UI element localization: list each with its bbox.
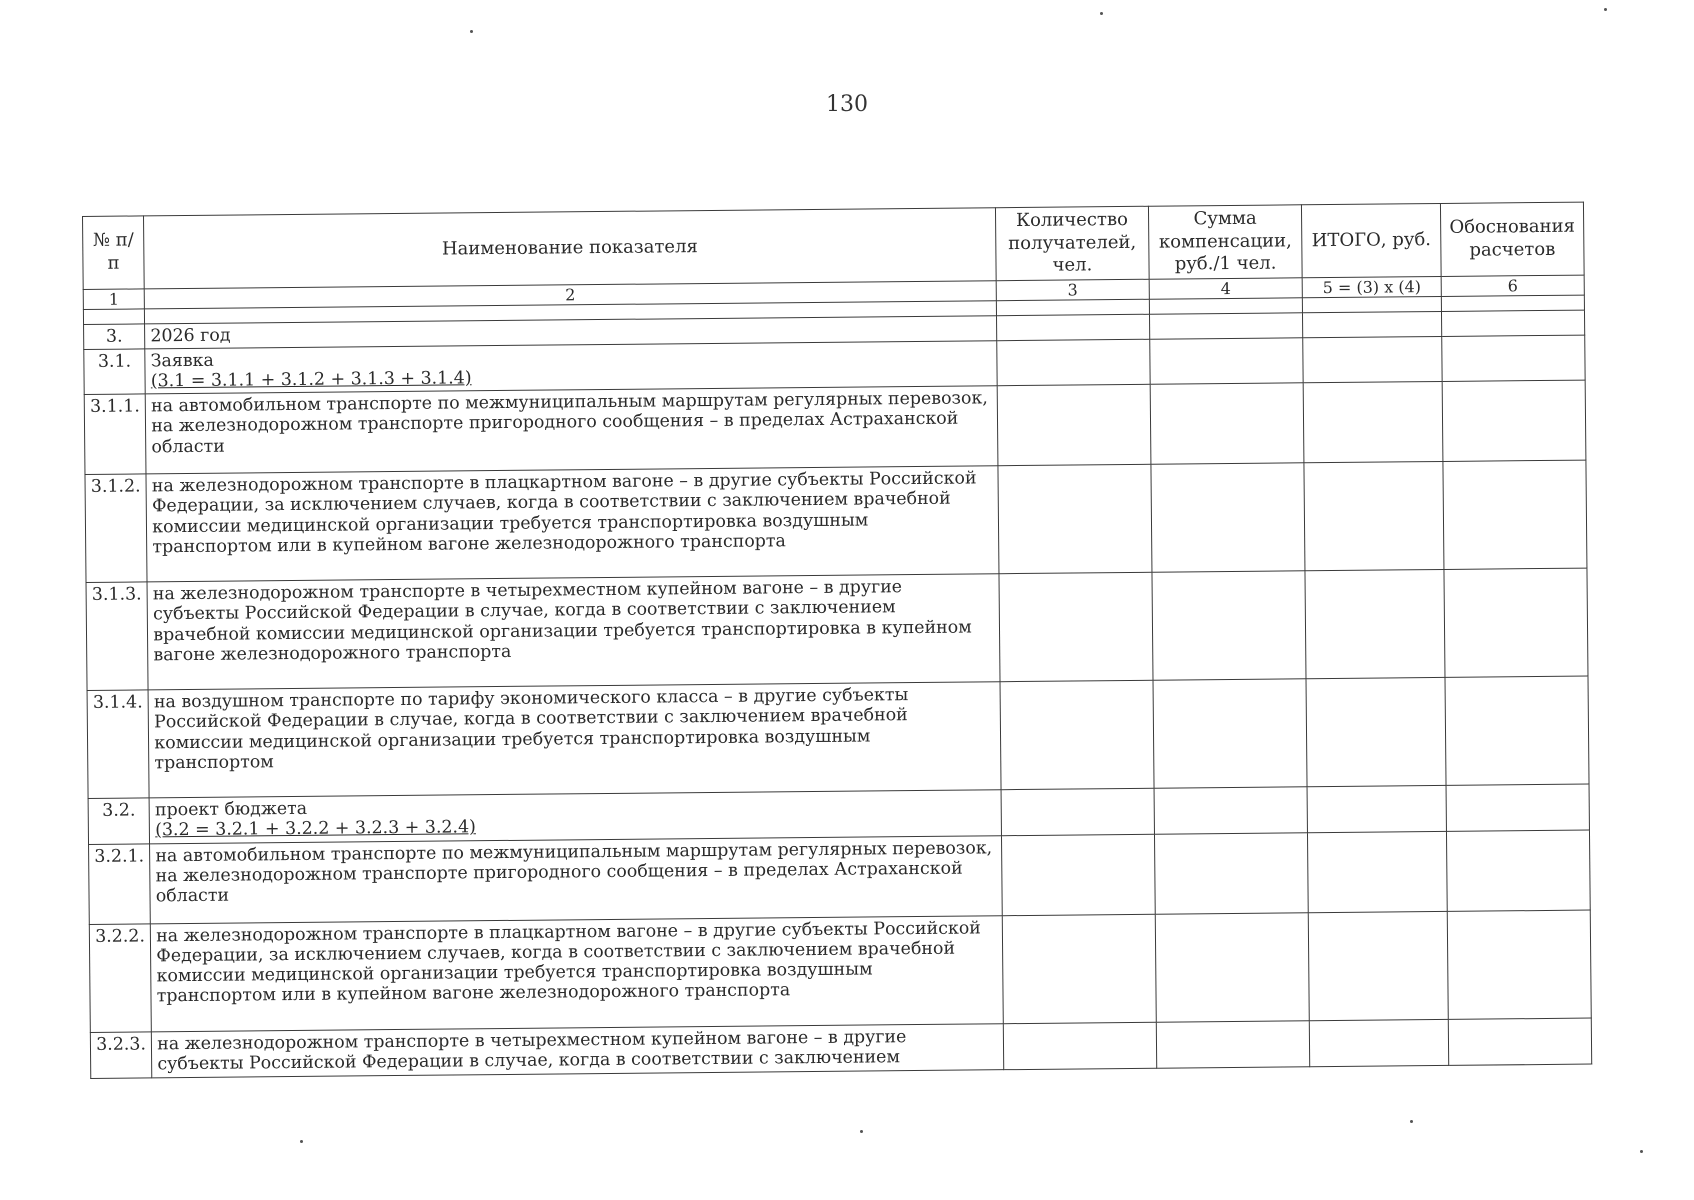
value-cell xyxy=(1307,786,1446,833)
row-number: 3.1.2. xyxy=(85,474,147,583)
blank-cell xyxy=(83,309,144,325)
row-name-cell xyxy=(148,682,1001,798)
value-cell xyxy=(1003,1022,1157,1069)
page-number: 130 xyxy=(826,92,868,117)
value-cell xyxy=(998,465,1152,574)
value-cell xyxy=(997,385,1151,466)
row-number: 3.2. xyxy=(88,798,150,844)
value-cell xyxy=(1442,335,1585,382)
row-name-cell xyxy=(150,835,1002,923)
row-number: 3.1.3. xyxy=(86,582,148,691)
row-number: 3.1.1. xyxy=(84,394,146,475)
row-name: на автомобильном транспорте по межмуниципальным маршрутам регулярных перевозок, на железнодорожном транспорте пригородного сообщения – в пределах Астраханской области xyxy=(150,388,988,457)
value-cell xyxy=(1001,834,1155,915)
value-cell xyxy=(996,314,1149,341)
table-row xyxy=(87,676,1589,798)
scan-speck xyxy=(300,1140,303,1143)
value-cell xyxy=(1154,787,1308,834)
row-number: 3.2.2. xyxy=(89,923,151,1032)
header-name: Наименование показателя xyxy=(144,208,996,289)
value-cell xyxy=(1000,680,1154,789)
value-cell xyxy=(1304,462,1444,571)
header-qty: Количество получателей, чел. xyxy=(995,206,1149,280)
row-name-cell xyxy=(151,915,1004,1031)
row-name-cell xyxy=(147,574,1000,690)
row-name: Заявка xyxy=(150,350,214,372)
value-cell xyxy=(1002,914,1156,1023)
value-cell xyxy=(1308,911,1448,1020)
value-cell xyxy=(1303,336,1442,383)
row-number: 3.1.4. xyxy=(87,690,149,799)
value-cell xyxy=(1442,380,1586,461)
value-cell xyxy=(1305,570,1445,679)
value-cell xyxy=(1306,678,1446,787)
column-index: 3 xyxy=(996,279,1149,301)
scan-speck xyxy=(1410,1120,1413,1123)
row-name: на железнодорожном транспорте в плацкартном вагоне – в другие субъекты Российской Федерации, за исключением случаев, когда в соответствии с заключением врачебной комиссии медицинской организации требуется транспортировка воздушным транспортом или в купейном вагоне железнодорожного транспорта xyxy=(151,468,977,558)
blank-cell xyxy=(1149,297,1302,313)
table-row xyxy=(86,568,1588,690)
scan-speck xyxy=(860,1130,863,1133)
table-row xyxy=(84,380,1586,474)
row-name-cell xyxy=(145,386,997,474)
header-no: № п/п xyxy=(83,216,145,289)
value-cell xyxy=(1303,311,1442,338)
scan-speck xyxy=(1640,1150,1643,1153)
value-cell xyxy=(1150,383,1304,464)
value-cell xyxy=(1001,788,1155,835)
value-cell xyxy=(1448,1018,1591,1065)
value-cell xyxy=(1156,1020,1310,1067)
value-cell xyxy=(1152,571,1306,680)
row-number: 3.2.1. xyxy=(89,844,151,925)
value-cell xyxy=(1151,463,1305,572)
value-cell xyxy=(1153,679,1307,788)
blank-cell xyxy=(1441,295,1584,311)
header-sum: Сумма компенсации, руб./1 чел. xyxy=(1148,205,1302,279)
table-row xyxy=(85,460,1587,582)
row-name: проект бюджета xyxy=(154,799,308,821)
row-name: на железнодорожном транспорте в четырехместном купейном вагоне – в другие субъекты Российской Федерации в случае, когда в соответствии с заключением xyxy=(157,1026,907,1075)
row-name-cell xyxy=(145,341,997,395)
column-index: 2 xyxy=(144,280,996,308)
scan-speck xyxy=(470,30,473,33)
row-name: на воздушном транспорте по тарифу экономического класса – в другие субъекты Российской Федерации в случае, когда в соответствии с заключением врачебной комиссии медицинской организации требуется транспортировка воздушным транспортом xyxy=(153,685,909,774)
indicator-table xyxy=(82,202,1592,1079)
row-name: на железнодорожном транспорте в плацкартном вагоне – в другие субъекты Российской Федерации, за исключением случаев, когда в соответствии с заключением врачебной комиссии медицинской организации требуется транспортировка воздушным транспортом или в купейном вагоне железнодорожного транспорта xyxy=(156,918,981,1007)
row-name-cell xyxy=(149,790,1001,844)
value-cell xyxy=(1443,460,1587,569)
value-cell xyxy=(1446,830,1590,911)
value-cell xyxy=(1150,338,1304,385)
value-cell xyxy=(1446,784,1589,831)
value-cell xyxy=(1149,312,1302,339)
row-number: 3. xyxy=(84,324,145,350)
value-cell xyxy=(1155,912,1309,1021)
scan-speck xyxy=(1100,12,1103,15)
value-cell xyxy=(1445,676,1589,785)
value-cell xyxy=(1154,832,1308,913)
value-cell xyxy=(1444,568,1588,677)
header-total: ИТОГО, руб. xyxy=(1302,203,1442,277)
row-name: на железнодорожном транспорте в четырехместном купейном вагоне – в другие субъекты Российской Федерации в случае, когда в соответствии с заключением врачебной комиссии медицинской организации требуется транспортировка в купейном вагоне железнодорожного транспорта xyxy=(152,577,972,666)
document-sheet xyxy=(82,202,1592,1079)
row-name: 2026 год xyxy=(150,325,231,347)
column-index: 4 xyxy=(1149,277,1302,299)
blank-cell xyxy=(996,299,1149,315)
row-formula: (3.1 = 3.1.1 + 3.1.2 + 3.1.3 + 3.1.4) xyxy=(150,368,472,392)
row-name-cell xyxy=(146,466,999,582)
scan-speck xyxy=(1604,8,1607,11)
column-index: 5 = (3) x (4) xyxy=(1302,276,1441,298)
value-cell xyxy=(1309,1019,1448,1066)
value-cell xyxy=(997,339,1151,386)
row-name: на автомобильном транспорте по межмуниципальным маршрутам регулярных перевозок, на железнодорожном транспорте пригородного сообщения – в пределах Астраханской области xyxy=(155,837,993,907)
table-row xyxy=(89,830,1591,924)
row-name-cell xyxy=(152,1023,1004,1077)
row-number: 3.1. xyxy=(84,349,146,395)
value-cell xyxy=(1308,831,1448,912)
table-body xyxy=(84,310,1592,1078)
table-row xyxy=(89,910,1591,1032)
value-cell xyxy=(999,572,1153,681)
value-cell xyxy=(1303,382,1443,463)
header-basis: Обоснования расчетов xyxy=(1440,202,1584,276)
blank-cell xyxy=(1302,296,1441,312)
row-number: 3.2.3. xyxy=(90,1031,152,1078)
value-cell xyxy=(1447,910,1591,1019)
column-index: 6 xyxy=(1441,275,1584,297)
column-index: 1 xyxy=(83,288,144,309)
row-formula: (3.2 = 3.2.1 + 3.2.2 + 3.2.3 + 3.2.4) xyxy=(155,817,476,841)
value-cell xyxy=(1441,310,1584,337)
